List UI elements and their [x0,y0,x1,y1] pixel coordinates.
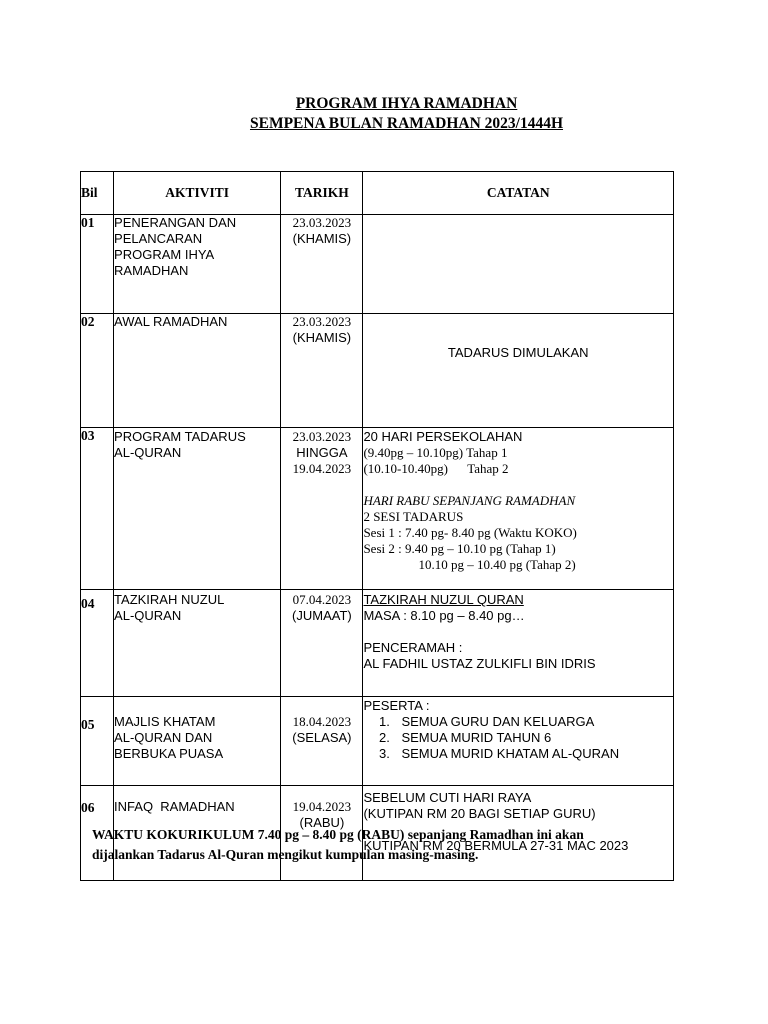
row-aktiviti [114,215,281,314]
catatan-line: 2 SESI TADARUS [363,509,464,524]
footer-line-2: dijalankan Tadarus Al-Quran mengikut kumpulan masing-masing. [92,847,479,862]
aktiviti-line: MAJLIS KHATAM [114,714,216,729]
table-row [81,697,674,786]
table-row [81,215,674,314]
row-bil: 01 [81,215,114,314]
peserta-list [363,714,673,762]
row-catatan [363,428,674,590]
catatan-line: MASA : 8.10 pg – 8.40 pg… [363,608,525,623]
table-row [81,590,674,697]
tarikh-date: 18.04.2023 [292,714,352,729]
list-item: 2. SEMUA MURID TAHUN 6 [393,730,673,746]
tarikh-day: (KHAMIS) [292,231,352,246]
table-row [81,314,674,428]
catatan-line: KUTIPAN RM 20 BERMULA 27-31 MAC 2023 [363,838,629,853]
row-bil: 06 [81,786,114,881]
table-header-row [81,172,674,215]
footer-note [92,825,712,865]
tarikh-date: 19.04.2023 [292,799,352,814]
row-tarikh [281,590,363,697]
catatan-line: Sesi 2 : 9.40 pg – 10.10 pg (Tahap 1) [363,541,556,556]
aktiviti-line: PELANCARAN [114,231,203,246]
tarikh-day: (JUMAAT) [292,608,352,623]
catatan-line: HARI RABU SEPANJANG RAMADHAN [363,493,576,508]
catatan-line: 10.10 pg – 10.40 pg (Tahap 2) [418,557,576,572]
catatan-line: (9.40pg – 10.10pg) Tahap 1 [363,445,508,460]
catatan-line: (KUTIPAN RM 20 BAGI SETIAP GURU) [363,806,596,821]
catatan-line: (10.10-10.40pg) Tahap 2 [363,461,509,476]
aktiviti-line: PROGRAM IHYA [114,247,215,262]
aktiviti-line: AL-QURAN [114,608,182,623]
tarikh-day: (SELASA) [292,730,352,745]
list-item: 3. SEMUA MURID KHATAM AL-QURAN [393,746,673,762]
row-catatan: TADARUS DIMULAKAN [363,314,674,428]
aktiviti-line: AL-QURAN DAN [114,730,213,745]
spacer [363,477,673,493]
row-tarikh [281,215,363,314]
tarikh-day: (KHAMIS) [292,330,352,345]
catatan-line: AL FADHIL USTAZ ZULKIFLI BIN IDRIS [363,656,596,671]
row-tarikh [281,697,363,786]
row-aktiviti [114,697,281,786]
peserta-heading: PESERTA : [363,698,430,713]
header-catatan: CATATAN [363,172,674,215]
aktiviti-line: AL-QURAN [114,445,182,460]
tarikh-day: (RABU) [299,815,345,830]
tarikh-hingga: HINGGA [296,445,348,460]
aktiviti-line: INFAQ RAMADHAN [114,799,235,814]
tarikh-date: 23.03.2023 [292,215,352,230]
document-title [0,94,768,134]
row-aktiviti [114,428,281,590]
header-tarikh: TARIKH [281,172,363,215]
aktiviti-line: AWAL RAMADHAN [114,314,228,329]
tarikh-date: 23.03.2023 [292,314,352,329]
row-bil: 04 [81,590,114,697]
aktiviti-line: TAZKIRAH NUZUL [114,592,225,607]
aktiviti-line: PENERANGAN DAN [114,215,237,230]
aktiviti-line: PROGRAM TADARUS [114,429,246,444]
list-item: 1. SEMUA GURU DAN KELUARGA [393,714,673,730]
title-line-2: SEMPENA BULAN RAMADHAN 2023/1444H [249,115,564,132]
catatan-line: 20 HARI PERSEKOLAHAN [363,429,523,444]
row-bil: 03 [81,428,114,590]
tarikh-date: 07.04.2023 [292,592,352,607]
row-catatan [363,697,674,786]
row-aktiviti [114,590,281,697]
header-aktiviti: AKTIVITI [114,172,281,215]
footer-line-1: WAKTU KOKURIKULUM 7.40 pg – 8.40 pg (RABU) sepanjang Ramadhan ini akan [92,827,584,842]
row-catatan [363,215,674,314]
catatan-line: SEBELUM CUTI HARI RAYA [363,790,532,805]
title-line-1: PROGRAM IHYA RAMADHAN [295,95,518,112]
catatan-line: PENCERAMAH : [363,640,463,655]
program-table [80,171,674,881]
aktiviti-line: RAMADHAN [114,263,189,278]
row-aktiviti [114,314,281,428]
catatan-line: TAZKIRAH NUZUL QURAN [363,592,524,607]
row-tarikh [281,314,363,428]
row-bil: 05 [81,697,114,786]
tarikh-date: 23.03.2023 [292,429,352,444]
catatan-line: Sesi 1 : 7.40 pg- 8.40 pg (Waktu KOKO) [363,525,577,540]
row-tarikh [281,428,363,590]
aktiviti-line: BERBUKA PUASA [114,746,224,761]
spacer [363,624,673,640]
row-catatan [363,590,674,697]
table-row [81,428,674,590]
header-bil: Bil [81,172,114,215]
row-bil: 02 [81,314,114,428]
tarikh-date: 19.04.2023 [292,461,352,476]
